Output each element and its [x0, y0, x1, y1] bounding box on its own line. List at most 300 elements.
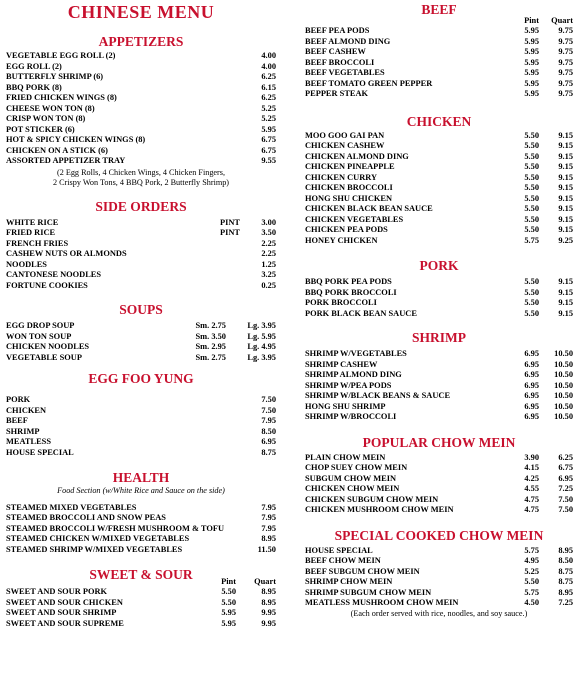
- menu-item-row: [6, 62, 276, 73]
- item-price: 9.55: [261, 156, 276, 165]
- item-name: SHRIMP: [6, 426, 40, 436]
- quart-price: 6.95: [558, 473, 573, 483]
- pint-price: 5.50: [524, 162, 539, 171]
- pint-price: 6.95: [524, 380, 539, 390]
- side-orders-list: [6, 218, 276, 292]
- quart-price: 10.50: [554, 380, 573, 390]
- item-price: 5.25: [261, 103, 276, 113]
- pint-price: 6.95: [524, 412, 539, 421]
- item-name: BEEF CHOW MEIN: [305, 556, 381, 565]
- menu-item-row: [305, 68, 573, 79]
- item-name: CHICKEN PEA PODS: [305, 225, 388, 234]
- menu-item-row: [305, 370, 573, 381]
- item-name: CHICKEN CASHEW: [305, 141, 385, 150]
- item-name: PORK BLACK BEAN SAUCE: [305, 308, 417, 318]
- pint-price: 5.95: [221, 618, 236, 628]
- menu-item-row: [305, 495, 573, 506]
- pint-price: 6.95: [524, 349, 539, 358]
- large-price: Lg. 3.95: [247, 352, 276, 362]
- quart-price: 10.50: [554, 391, 573, 400]
- beef-header: [305, 16, 573, 26]
- item-name: ASSORTED APPETIZER TRAY: [6, 156, 126, 165]
- item-name: SWEET AND SOUR PORK: [6, 587, 108, 596]
- item-price: 8.50: [261, 426, 276, 436]
- pint-price: 4.95: [524, 556, 539, 565]
- pint-price: 4.75: [524, 494, 539, 504]
- pint-price: 4.75: [524, 505, 539, 514]
- menu-item-row: [6, 156, 276, 167]
- menu-item-row: [305, 47, 573, 58]
- pint-price: 5.95: [524, 78, 539, 88]
- quart-price: 9.75: [558, 47, 573, 56]
- item-name: MEATLESS MUSHROOM CHOW MEIN: [305, 598, 459, 607]
- quart-price: 9.15: [558, 130, 573, 140]
- menu-item-row: [305, 567, 573, 578]
- pint-price: 5.95: [524, 57, 539, 67]
- menu-item-row: [6, 587, 276, 598]
- item-name: BEEF VEGETABLES: [305, 68, 385, 77]
- item-name: SHRIMP W/BROCCOLI: [305, 412, 397, 421]
- menu-item-row: [6, 114, 276, 125]
- menu-item-row: [6, 321, 276, 332]
- sweet-sour-header: [6, 577, 276, 587]
- menu-item-row: [305, 577, 573, 588]
- item-price: 6.75: [261, 145, 276, 155]
- section-title-soups: SOUPS: [119, 302, 163, 317]
- item-name: SWEET AND SOUR SHRIMP: [6, 608, 117, 617]
- item-name: CHICKEN: [6, 405, 47, 415]
- pint-price: 5.50: [221, 587, 236, 596]
- item-name: BEEF PEA PODS: [305, 26, 370, 35]
- menu-item-row: [6, 342, 276, 353]
- item-price: 7.95: [261, 502, 276, 512]
- quart-price: 8.75: [558, 566, 573, 576]
- item-name: CHICKEN MUSHROOM CHOW MEIN: [305, 505, 454, 514]
- item-name: BEEF ALMOND DING: [305, 36, 391, 46]
- health-list: [6, 503, 276, 556]
- menu-item-row: [6, 406, 276, 417]
- pint-price: 6.95: [524, 391, 539, 400]
- chicken-list: [305, 131, 573, 247]
- item-name: SHRIMP W/VEGETABLES: [305, 349, 407, 358]
- pint-label: Pint: [524, 16, 539, 25]
- menu-item-row: [6, 513, 276, 524]
- pint-price: 5.75: [524, 235, 539, 245]
- quart-price: 9.15: [558, 183, 573, 192]
- item-name: BBQ PORK (8): [6, 82, 62, 92]
- item-name: CRISP WON TON (8): [6, 114, 86, 123]
- item-name: BBQ PORK BROCCOLI: [305, 287, 397, 297]
- item-name: STEAMED CHICKEN W/MIXED VEGETABLES: [6, 534, 190, 543]
- menu-item-row: [305, 505, 573, 516]
- item-name: CHICKEN SUBGUM CHOW MEIN: [305, 494, 439, 504]
- menu-item-row: [305, 194, 573, 205]
- item-price: 6.95: [261, 437, 276, 446]
- pint-price: 5.50: [524, 298, 539, 307]
- item-name: POT STICKER (6): [6, 124, 75, 134]
- quart-price: 9.15: [558, 204, 573, 213]
- quart-price: 6.25: [558, 452, 573, 462]
- large-price: Lg. 4.95: [247, 342, 276, 351]
- item-name: CHICKEN BLACK BEAN SAUCE: [305, 204, 433, 213]
- item-price: 7.95: [261, 513, 276, 522]
- item-price: 7.95: [261, 416, 276, 425]
- quart-price: 9.15: [558, 151, 573, 161]
- menu-item-row: [6, 239, 276, 250]
- menu-item-row: [6, 619, 276, 630]
- menu-item-row: [6, 125, 276, 136]
- quart-price: 9.95: [261, 618, 276, 628]
- menu-item-row: [6, 270, 276, 281]
- menu-item-row: [305, 131, 573, 142]
- item-name: WHITE RICE: [6, 217, 59, 227]
- item-name: FRENCH FRIES: [6, 238, 69, 248]
- pork-list: [305, 277, 573, 319]
- item-name: CHICKEN ALMOND DING: [305, 151, 409, 161]
- pint-price: 6.95: [524, 401, 539, 411]
- menu-item-row: [305, 215, 573, 226]
- menu-item-row: [305, 360, 573, 371]
- quart-price: 9.15: [558, 172, 573, 182]
- menu-item-row: [6, 104, 276, 115]
- item-name: PORK BROCCOLI: [305, 298, 377, 307]
- item-price: 6.15: [261, 82, 276, 92]
- special-chow-mein-note: (Each order served with rice, noodles, and soy sauce.): [350, 608, 528, 618]
- item-price: 11.50: [257, 544, 276, 554]
- item-name: STEAMED BROCCOLI AND SNOW PEAS: [6, 513, 166, 522]
- shrimp-list: [305, 349, 573, 423]
- menu-item-row: [305, 26, 573, 37]
- menu-item-row: [305, 37, 573, 48]
- item-price: 8.95: [261, 534, 276, 543]
- section-title-side-orders: SIDE ORDERS: [95, 198, 187, 214]
- menu-item-row: [305, 79, 573, 90]
- quart-price: 9.75: [558, 36, 573, 46]
- quart-price: 9.75: [558, 78, 573, 88]
- item-name: SHRIMP ALMOND DING: [305, 370, 402, 379]
- pint-price: 5.50: [524, 204, 539, 213]
- menu-item-row: [305, 288, 573, 299]
- item-name: PORK: [6, 395, 31, 404]
- appetizer-tray-note-1: (2 Egg Rolls, 4 Chicken Wings, 4 Chicken Fingers,: [56, 167, 226, 177]
- item-name: PEPPER STEAK: [305, 89, 369, 98]
- menu-item-row: [6, 448, 276, 459]
- menu-item-row: [6, 51, 276, 62]
- menu-item-row: [305, 474, 573, 485]
- quart-price: 9.15: [558, 225, 573, 234]
- item-name: SHRIMP CASHEW: [305, 359, 378, 369]
- pint-price: 5.50: [524, 183, 539, 192]
- pint-price: 5.95: [524, 26, 539, 35]
- special-chow-mein-list: [305, 546, 573, 609]
- item-name: STEAMED SHRIMP W/MIXED VEGETABLES: [6, 544, 183, 554]
- item-name: BEEF: [6, 416, 28, 425]
- menu-item-row: [6, 72, 276, 83]
- item-name: BUTTERFLY SHRIMP (6): [6, 72, 104, 81]
- menu-item-row: [305, 89, 573, 100]
- small-price: Sm. 2.75: [195, 352, 226, 362]
- item-name: BEEF BROCCOLI: [305, 57, 375, 67]
- pint-price: 5.50: [524, 287, 539, 297]
- quart-price: 9.15: [558, 277, 573, 286]
- item-price: 4.00: [261, 61, 276, 71]
- item-name: MEATLESS: [6, 437, 51, 446]
- quart-price: 8.95: [558, 545, 573, 555]
- item-name: HOT & SPICY CHICKEN WINGS (8): [6, 135, 146, 144]
- small-price: Sm. 2.75: [195, 321, 226, 330]
- menu-item-row: [6, 249, 276, 260]
- item-price: 6.75: [261, 135, 276, 144]
- menu-item-row: [305, 141, 573, 152]
- item-name: CHICKEN CURRY: [305, 172, 378, 182]
- menu-item-row: [305, 484, 573, 495]
- menu-item-row: [305, 453, 573, 464]
- pint-price: 5.50: [524, 193, 539, 203]
- menu-item-row: [6, 437, 276, 448]
- quart-price: 9.15: [558, 193, 573, 203]
- pint-price: 4.50: [524, 598, 539, 607]
- item-name: CHICKEN BROCCOLI: [305, 183, 393, 192]
- quart-price: 9.75: [558, 89, 573, 98]
- item-price: 3.25: [261, 270, 276, 279]
- menu-item-row: [6, 534, 276, 545]
- item-name: CASHEW NUTS OR ALMONDS: [6, 249, 127, 258]
- beef-list: [305, 26, 573, 100]
- pint-price: 5.95: [524, 36, 539, 46]
- pint-price: 6.95: [524, 359, 539, 369]
- egg-foo-yung-list: [6, 395, 276, 458]
- item-price: 2.25: [261, 249, 276, 258]
- menu-item-row: [6, 93, 276, 104]
- pint-price: 5.50: [524, 577, 539, 586]
- menu-item-row: [6, 416, 276, 427]
- item-name: CHICKEN PINEAPPLE: [305, 162, 395, 171]
- menu-item-row: [6, 608, 276, 619]
- item-name: HOUSE SPECIAL: [6, 447, 74, 457]
- pint-price: 4.55: [524, 484, 539, 493]
- item-name: EGG ROLL (2): [6, 61, 62, 71]
- item-name: MOO GOO GAI PAN: [305, 130, 385, 140]
- item-price: 5.95: [261, 124, 276, 134]
- menu-item-row: [6, 146, 276, 157]
- section-title-chicken: CHICKEN: [406, 113, 472, 129]
- quart-price: 10.50: [554, 401, 573, 411]
- menu-title: CHINESE MENU: [67, 2, 215, 22]
- pint-price: 5.50: [524, 277, 539, 286]
- item-price: 6.25: [261, 93, 276, 102]
- pint-price: 5.25: [524, 566, 539, 576]
- menu-item-row: [6, 503, 276, 514]
- appetizer-tray-note-2: 2 Crispy Won Tons, 4 BBQ Pork, 2 Butterfly Shrimp): [52, 178, 230, 187]
- item-price: 7.95: [261, 523, 276, 533]
- item-name: FRIED CHICKEN WINGS (8): [6, 93, 117, 102]
- item-price: 7.50: [261, 395, 276, 404]
- menu-item-row: [6, 228, 276, 239]
- menu-item-row: [305, 162, 573, 173]
- section-title-popular-chow-mein: POPULAR CHOW MEIN: [362, 434, 516, 450]
- item-name: CHICKEN NOODLES: [6, 342, 90, 351]
- item-name: FRIED RICE: [6, 228, 56, 237]
- quart-price: 9.15: [558, 287, 573, 297]
- menu-item-row: [305, 183, 573, 194]
- quart-price: 7.50: [558, 505, 573, 514]
- item-name: CHICKEN VEGETABLES: [305, 214, 404, 224]
- item-size: PINT: [219, 217, 240, 227]
- item-price: 8.75: [261, 447, 276, 457]
- section-title-beef: BEEF: [421, 2, 457, 17]
- menu-item-row: [305, 225, 573, 236]
- menu-item-row: [305, 236, 573, 247]
- pint-price: 5.75: [524, 587, 539, 597]
- item-name: HONEY CHICKEN: [305, 235, 378, 245]
- pint-price: 5.50: [524, 130, 539, 140]
- item-name: PLAIN CHOW MEIN: [305, 452, 386, 462]
- item-name: STEAMED BROCCOLI W/FRESH MUSHROOM & TOFU: [6, 523, 225, 533]
- item-price: 5.25: [261, 114, 276, 123]
- item-price: 7.50: [261, 405, 276, 415]
- quart-price: 7.25: [558, 598, 573, 607]
- pint-price: 3.90: [524, 452, 539, 462]
- item-name: SWEET AND SOUR CHICKEN: [6, 597, 123, 607]
- item-name: VEGETABLE EGG ROLL (2): [6, 51, 116, 60]
- quart-price: 9.15: [558, 141, 573, 150]
- item-name: HOUSE SPECIAL: [305, 545, 373, 555]
- quart-price: 7.50: [558, 494, 573, 504]
- right-column: [305, 0, 573, 619]
- pint-price: 5.50: [524, 214, 539, 224]
- pint-price: 5.95: [524, 68, 539, 77]
- menu-item-row: [6, 83, 276, 94]
- menu-item-row: [6, 281, 276, 292]
- item-name: HONG SHU CHICKEN: [305, 193, 393, 203]
- menu-item-row: [305, 402, 573, 413]
- menu-item-row: [305, 349, 573, 360]
- quart-price: 8.95: [558, 587, 573, 597]
- menu-item-row: [305, 463, 573, 474]
- quart-price: 10.50: [554, 412, 573, 421]
- menu-item-row: [6, 218, 276, 229]
- section-title-pork: PORK: [419, 258, 459, 273]
- item-name: CHEESE WON TON (8): [6, 103, 95, 113]
- item-price: 6.25: [261, 72, 276, 81]
- menu-item-row: [305, 277, 573, 288]
- small-price: Sm. 2.95: [195, 342, 226, 351]
- quart-price: 10.50: [554, 359, 573, 369]
- menu-item-row: [6, 545, 276, 556]
- quart-price: 7.25: [558, 484, 573, 493]
- item-price: 0.25: [261, 280, 276, 290]
- menu-item-row: [305, 309, 573, 320]
- menu-item-row: [6, 598, 276, 609]
- pint-price: 4.25: [524, 473, 539, 483]
- item-name: SHRIMP SUBGUM CHOW MEIN: [305, 587, 432, 597]
- item-price: 2.25: [261, 238, 276, 248]
- section-title-special-chow-mein: SPECIAL COOKED CHOW MEIN: [334, 527, 544, 543]
- item-name: STEAMED MIXED VEGETABLES: [6, 502, 137, 512]
- item-name: FORTUNE COOKIES: [6, 280, 88, 290]
- pint-price: 5.50: [524, 172, 539, 182]
- quart-price: 8.75: [558, 577, 573, 586]
- menu-item-row: [305, 546, 573, 557]
- menu-item-row: [305, 381, 573, 392]
- item-name: BBQ PORK PEA PODS: [305, 277, 392, 286]
- quart-price: 9.15: [558, 298, 573, 307]
- quart-price: 9.75: [558, 68, 573, 77]
- small-price: Sm. 3.50: [195, 331, 226, 341]
- item-name: BEEF TOMATO GREEN PEPPER: [305, 78, 433, 88]
- menu-item-row: [305, 391, 573, 402]
- item-name: SHRIMP W/BLACK BEANS & SAUCE: [305, 391, 451, 400]
- menu-item-row: [305, 588, 573, 599]
- quart-price: 10.50: [554, 349, 573, 358]
- item-price: 4.00: [261, 51, 276, 60]
- item-name: BEEF SUBGUM CHOW MEIN: [305, 566, 420, 576]
- menu-item-row: [305, 152, 573, 163]
- quart-price: 6.75: [558, 463, 573, 472]
- menu-item-row: [305, 556, 573, 567]
- sweet-sour-list: [6, 587, 276, 629]
- quart-label: Quart: [254, 577, 276, 586]
- quart-price: 9.75: [558, 26, 573, 35]
- soups-list: [6, 321, 276, 363]
- item-price: 1.25: [261, 259, 276, 269]
- pint-price: 5.95: [524, 89, 539, 98]
- menu-item-row: [6, 524, 276, 535]
- section-title-shrimp: SHRIMP: [412, 330, 466, 345]
- menu-item-row: [305, 204, 573, 215]
- section-title-appetizers: APPETIZERS: [98, 34, 184, 49]
- menu-item-row: [6, 395, 276, 406]
- pint-price: 5.50: [524, 151, 539, 161]
- menu-item-row: [6, 135, 276, 146]
- menu-item-row: [305, 58, 573, 69]
- item-name: CANTONESE NOODLES: [6, 270, 102, 279]
- popular-chow-mein-list: [305, 453, 573, 516]
- quart-label: Quart: [551, 16, 573, 25]
- quart-price: 10.50: [554, 370, 573, 379]
- pint-price: 5.95: [221, 608, 236, 617]
- quart-price: 8.95: [261, 587, 276, 596]
- pint-price: 5.50: [524, 141, 539, 150]
- quart-price: 9.25: [558, 235, 573, 245]
- pint-price: 5.75: [524, 545, 539, 555]
- pint-price: 5.95: [524, 47, 539, 56]
- menu-item-row: [6, 332, 276, 343]
- item-name: VEGETABLE SOUP: [6, 352, 82, 362]
- quart-price: 9.75: [558, 57, 573, 67]
- menu-item-row: [305, 412, 573, 423]
- pint-price: 5.50: [524, 225, 539, 234]
- menu-item-row: [305, 298, 573, 309]
- large-price: Lg. 5.95: [247, 331, 276, 341]
- item-name: NOODLES: [6, 259, 47, 269]
- health-note: Food Section (w/White Rice and Sauce on the side): [57, 486, 225, 495]
- menu-item-row: [6, 260, 276, 271]
- item-size: PINT: [219, 228, 240, 237]
- pint-price: 4.15: [524, 463, 539, 472]
- menu-item-row: [6, 353, 276, 364]
- appetizers-list: [6, 51, 276, 167]
- section-title-health: HEALTH: [112, 470, 170, 485]
- quart-price: 9.15: [558, 308, 573, 318]
- pint-price: 5.50: [221, 597, 236, 607]
- section-title-sweet-sour: SWEET & SOUR: [89, 567, 193, 582]
- item-name: HONG SHU SHRIMP: [305, 401, 386, 411]
- menu-item-row: [305, 598, 573, 609]
- quart-price: 8.50: [558, 556, 573, 565]
- pint-price: 5.50: [524, 308, 539, 318]
- menu-item-row: [6, 427, 276, 438]
